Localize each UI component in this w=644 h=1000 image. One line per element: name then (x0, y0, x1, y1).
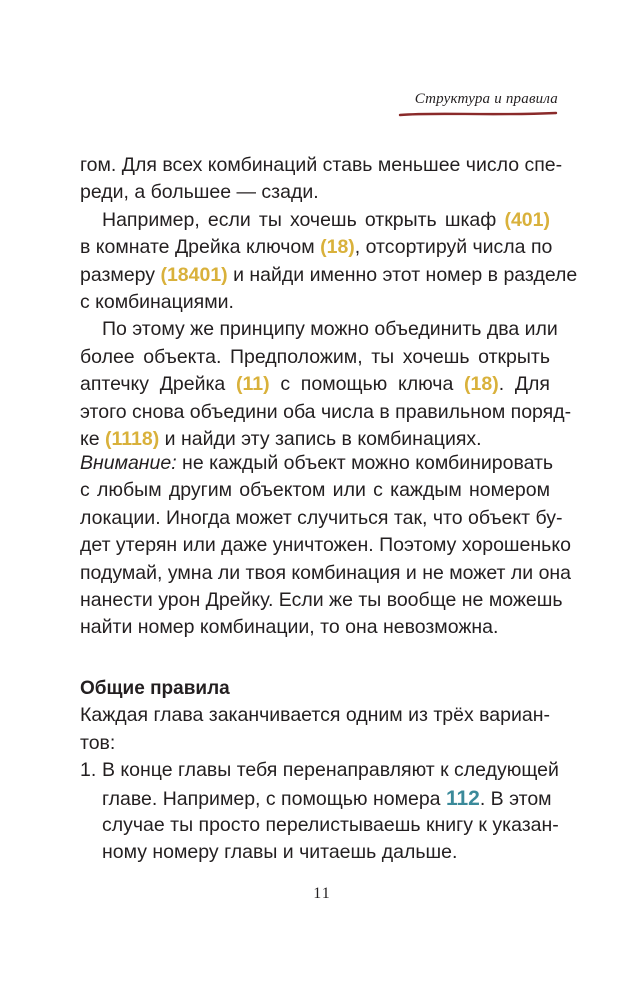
text-line: найти номер комбинации, то она невозможна. (80, 616, 499, 639)
text-fragment: ке (80, 427, 106, 450)
text-line: реди, а большее — сзади. (80, 181, 319, 204)
text-line: подумай, умна ли твоя комбинация и не может ли она (80, 561, 572, 584)
number-reference: (11) (236, 373, 270, 396)
text-line (80, 234, 553, 261)
text-fragment: . Для (498, 373, 550, 396)
text-line (80, 371, 550, 398)
text-line: этого снова объедини оба числа в правильном поряд- (80, 400, 572, 423)
text-line: По этому же принципу можно объединить два или (102, 318, 558, 341)
text-fragment: главе. Например, с помощью номера (102, 787, 446, 810)
text-fragment: и найди эту запись в комбинациях. (159, 427, 482, 450)
notice-paragraph (80, 450, 572, 642)
text-fragment: с помощью ключа (269, 373, 465, 396)
text-line (80, 757, 559, 784)
number-reference: (18) (464, 373, 499, 396)
text-line (80, 207, 550, 234)
text-line: локации. Иногда может случиться так, что объект бу- (80, 506, 563, 529)
running-header (398, 91, 558, 118)
text-line: более объекта. Предположим, ты хочешь открыть (80, 345, 550, 368)
text-fragment: размеру (80, 263, 161, 286)
text-fragment: и найди именно этот номер в разделе (227, 263, 578, 286)
text-line: с любым другим объектом или с каждым номером (80, 479, 550, 502)
text-line (80, 785, 550, 812)
list-marker: 1. (80, 759, 97, 782)
notice-label: Внимание: (80, 452, 177, 474)
text-line (80, 450, 554, 477)
text-fragment: аптечку Дрейка (80, 373, 236, 396)
text-fragment: В конце главы тебя перенаправляют к следующей (102, 759, 559, 782)
text-line: нанести урон Дрейку. Если же ты вообще не можешь (80, 588, 563, 611)
text-line: ному номеру главы и читаешь дальше. (102, 841, 458, 864)
number-reference: (1118) (105, 427, 160, 450)
number-reference: (18401) (160, 263, 228, 286)
running-header-title: Структура и правила (414, 91, 558, 107)
text-line: случае ты просто перелистываешь книгу к указан- (102, 813, 559, 836)
chapter-reference: 112 (445, 786, 480, 810)
number-reference: (18) (320, 236, 355, 259)
text-line: дет утерян или даже уничтожен. Поэтому хорошенько (80, 534, 571, 557)
text-line (80, 262, 578, 289)
body-text-top (80, 152, 578, 453)
text-line: гом. Для всех комбинаций ставь меньшее число спе- (80, 154, 563, 176)
text-fragment: , отсортируй числа по (354, 236, 553, 259)
header-underline-decoration (398, 110, 558, 118)
text-line: Каждая глава заканчивается одним из трёх вариан- (80, 704, 550, 727)
list-item (80, 757, 559, 867)
text-line: с комбинациями. (80, 290, 234, 313)
text-fragment: не каждый объект можно комбинировать (176, 452, 554, 474)
text-fragment: в комнате Дрейка ключом (80, 236, 321, 259)
text-line: тов: (80, 731, 116, 754)
text-fragment: Например, если ты хочешь открыть шкаф (102, 208, 505, 231)
number-reference: (401) (504, 208, 550, 231)
section-heading: Общие правила (80, 678, 230, 699)
page-number: 11 (313, 885, 331, 902)
general-rules-section (80, 675, 559, 867)
text-fragment: . В этом (479, 787, 552, 810)
